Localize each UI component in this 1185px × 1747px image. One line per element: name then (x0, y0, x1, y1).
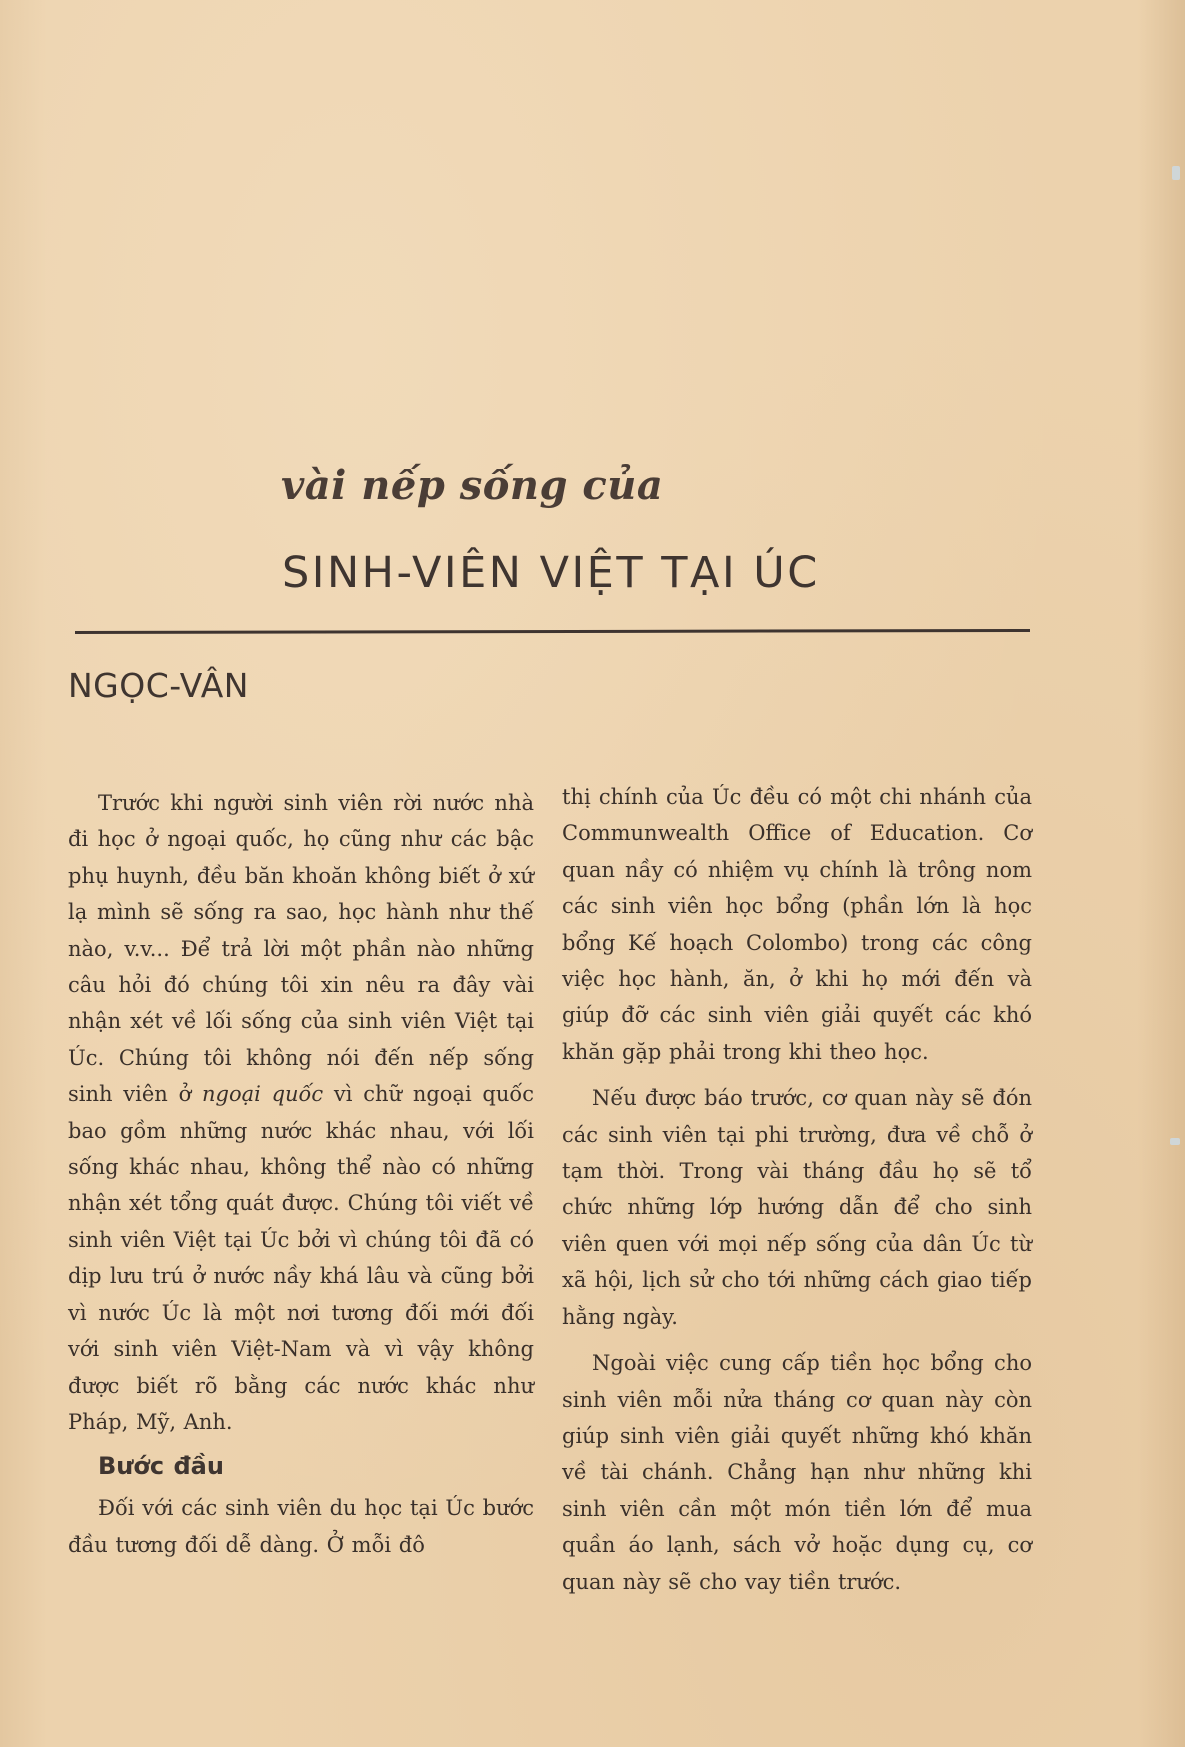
article-title-italic: vài nếp sống của (281, 462, 664, 509)
paper-speck (1170, 1138, 1180, 1145)
left-paragraph-1-text-b: vì chữ ngoại quốc bao gồm những nước khác nhau, với lối sống khác nhau, không thể nào có những nhận xét tổng quát được. Chúng tôi viết về sinh viên Việt tại Úc bởi vì chúng tôi đã có dịp lưu trú ở nước nầy khá lâu và cũng bởi vì nước Úc là một nơi tương đối mới đối với sinh viên Việt-Nam và vì vậy không được biết rõ bằng các nước khác như Pháp, Mỹ, Anh. (68, 1082, 534, 1434)
right-paragraph-3: Ngoài việc cung cấp tiền học bổng cho sinh viên mỗi nửa tháng cơ quan này còn giúp sinh viên giải quyết những khó khăn về tài chánh. Chẳng hạn như những khi sinh viên cần một món tiền lớn để mua quần áo lạnh, sách vở hoặc dụng cụ, cơ quan này sẽ cho vay tiền trước. (562, 1351, 1032, 1594)
left-paragraph-1 (68, 785, 534, 1440)
right-paragraph-2: Nếu được báo trước, cơ quan này sẽ đón các sinh viên tại phi trường, đưa về chỗ ở tạm thời. Trong vài tháng đầu họ sẽ tổ chức những lớp hướng dẫn để cho sinh viên quen với mọi nếp sống của dân Úc từ xã hội, lịch sử cho tới những cách giao tiếp hằng ngày. (562, 1086, 1032, 1329)
left-column (68, 785, 534, 1563)
author-name: NGỌC-VÂN (68, 666, 249, 705)
right-paragraph-1: thị chính của Úc đều có một chi nhánh của Communwealth Office of Education. Cơ quan nầy có nhiệm vụ chính là trông nom các sinh viên học bổng (phần lớn là học bổng Kế hoạch Colombo) trong các công việc học hành, ăn, ở khi họ mới đến và giúp đỡ các sinh viên giải quyết các khó khăn gặp phải trong khi theo học. (562, 785, 1032, 1064)
right-column (562, 779, 1032, 1600)
section-subheading: Bước đầu (98, 1452, 224, 1481)
article-title: SINH-VIÊN VIỆT TẠI ÚC (282, 548, 820, 598)
left-paragraph-2: Đối với các sinh viên du học tại Úc bước đầu tương đối dễ dàng. Ở mỗi đô (68, 1496, 534, 1557)
left-paragraph-1-text-a: Trước khi người sinh viên rời nước nhà đi học ở ngoại quốc, họ cũng như các bậc phụ huynh, đều băn khoăn không biết ở xứ lạ mình sẽ sống ra sao, học hành như thế nào, v.v... Để trả lời một phần nào những câu hỏi đó chúng tôi xin nêu ra đây vài nhận xét về lối sống của sinh viên Việt tại Úc. Chúng tôi không nói đến nếp sống sinh viên ở (68, 791, 534, 1107)
left-paragraph-1-emphasis: ngoại quốc (201, 1082, 324, 1107)
title-divider (75, 629, 1030, 634)
paper-speck (1172, 166, 1180, 180)
